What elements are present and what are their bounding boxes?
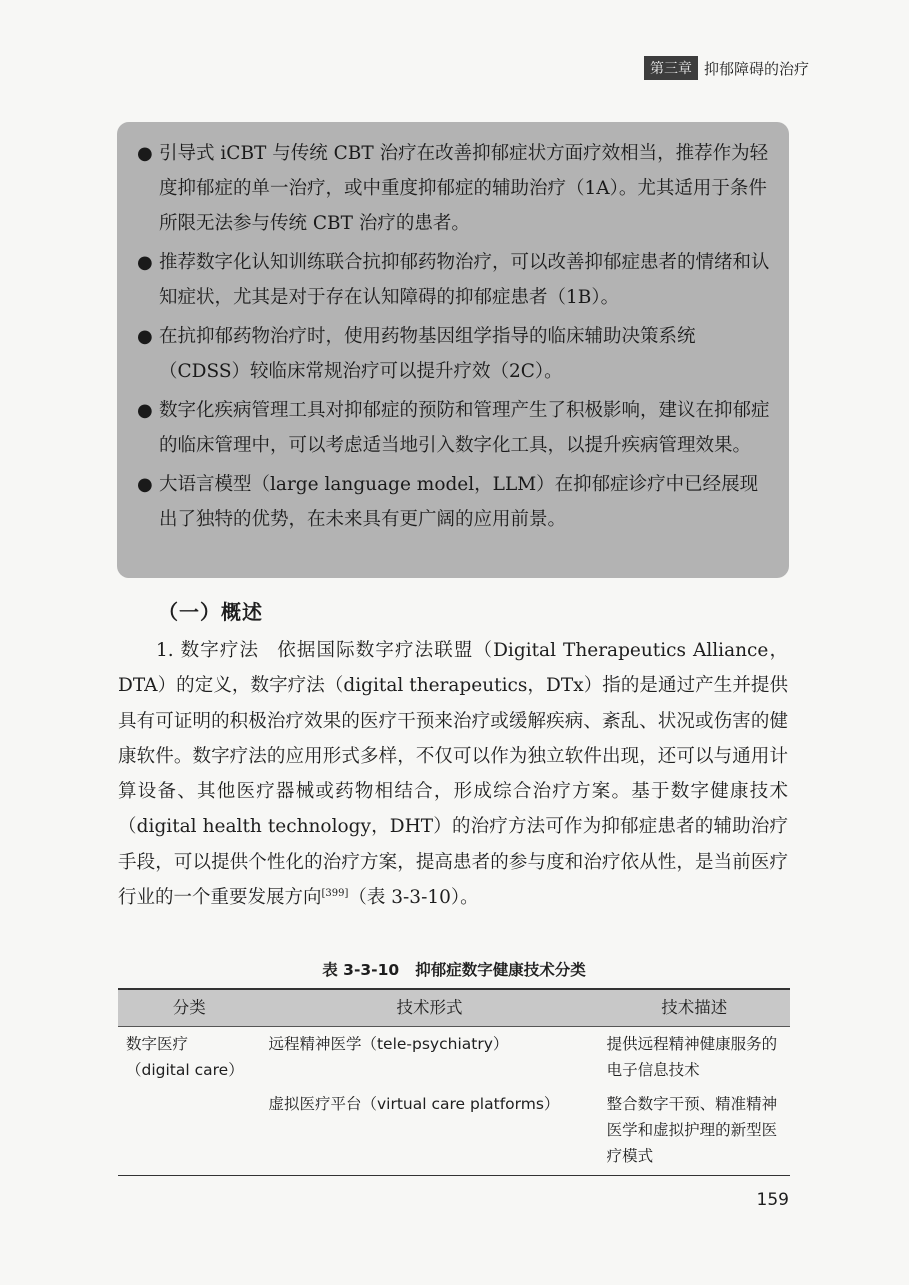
cell-description: 整合数字干预、精准精神医学和虚拟护理的新型医疗模式 (599, 1087, 790, 1176)
bullet-icon: ● (137, 252, 153, 273)
bullet-icon: ● (137, 474, 153, 495)
recommendation-item (135, 319, 771, 389)
page-number: 159 (756, 1190, 789, 1210)
chapter-badge: 第三章 (644, 56, 698, 80)
bullet-icon: ● (137, 143, 153, 164)
recommendation-text: 数字化疾病管理工具对抑郁症的预防和管理产生了积极影响，建议在抑郁症的临床管理中，可以考虑适当地引入数字化工具，以提升疾病管理效果。 (159, 400, 770, 456)
table-number: 表 3-3-10 (322, 961, 400, 979)
body-paragraph (118, 633, 788, 915)
section-heading: （一）概述 (158, 600, 263, 624)
bullet-icon: ● (137, 326, 153, 347)
cell-form: 远程精神医学（tele-psychiatry） (268, 1035, 509, 1053)
cell-category: 数字医疗（digital care） (126, 1035, 244, 1079)
chapter-title: 抑郁障碍的治疗 (703, 59, 809, 78)
bullet-icon: ● (137, 400, 153, 421)
paragraph-term: 1. 数字疗法 (156, 640, 260, 661)
running-header (644, 56, 809, 80)
recommendation-text: 在抗抑郁药物治疗时，使用药物基因组学指导的临床辅助决策系统（CDSS）较临床常规治疗可以提升疗效（2C）。 (159, 326, 696, 382)
cell-description: 提供远程精神健康服务的电子信息技术 (606, 1035, 778, 1079)
header-cell-description: 技术描述 (599, 989, 790, 1027)
table-header-row (118, 989, 790, 1027)
header-cell-form: 技术形式 (260, 989, 598, 1027)
table-caption (118, 958, 790, 980)
recommendation-box (117, 122, 789, 578)
paragraph (118, 633, 788, 915)
table-row (118, 1027, 790, 1088)
recommendation-item (135, 245, 771, 315)
paragraph-text: 依据国际数字疗法联盟（Digital Therapeutics Alliance，DTA）的定义，数字疗法（digital therapeutics，DTx）指的是通过产生并提供具有可证明的积极治疗效果的医疗干预来治疗或缓解疾病、紊乱、状况或伤害的健康软件。数字疗法的应用形式多样，不仅可以作为独立软件出现，还可以与通用计算设备、其他医疗器械或药物相结合，形成综合治疗方案。基于数字健康技术（digital health technology，DHT）的治疗方法可作为抑郁症患者的辅助治疗手段，可以提供个性化的治疗方案，提高患者的参与度和治疗依从性，是当前医疗行业的一个重要发展方向 (118, 640, 788, 909)
cell-category (118, 1087, 260, 1176)
header-cell-category: 分类 (118, 989, 260, 1027)
table-row (118, 1087, 790, 1176)
recommendation-item (135, 467, 771, 537)
recommendation-item (135, 136, 771, 241)
paragraph-tail: （表 3-3-10）。 (348, 887, 479, 909)
cell-form: 虚拟医疗平台（virtual care platforms） (260, 1087, 598, 1176)
table-title: 抑郁症数字健康技术分类 (415, 961, 586, 979)
recommendation-item (135, 393, 771, 463)
citation-ref: [399] (321, 887, 349, 899)
recommendation-text: 引导式 iCBT 与传统 CBT 治疗在改善抑郁症状方面疗效相当，推荐作为轻度抑郁症的单一治疗，或中重度抑郁症的辅助治疗（1A）。尤其适用于条件所限无法参与传统 CBT 治疗的患者。 (159, 143, 769, 234)
classification-table (118, 988, 790, 1176)
recommendation-text: 大语言模型（large language model，LLM）在抑郁症诊疗中已经展现出了独特的优势，在未来具有更广阔的应用前景。 (159, 474, 759, 530)
recommendation-text: 推荐数字化认知训练联合抗抑郁药物治疗，可以改善抑郁症患者的情绪和认知症状，尤其是对于存在认知障碍的抑郁症患者（1B）。 (159, 252, 770, 308)
